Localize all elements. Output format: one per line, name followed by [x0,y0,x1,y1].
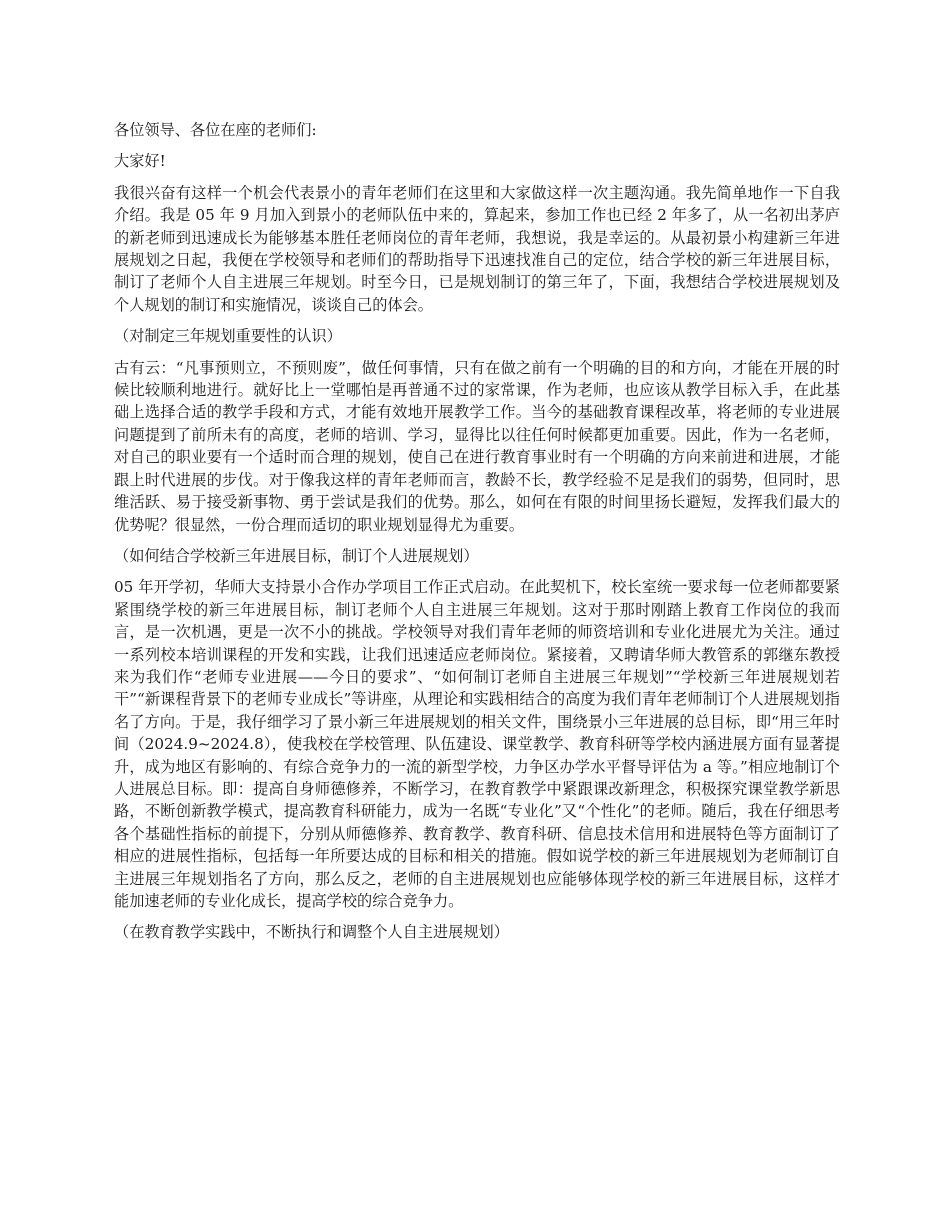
section-heading-practice: （在教育教学实践中，不断执行和调整个人自主进展规划） [114,923,509,942]
planning-paragraph: 05 年开学初，华师大支持景小合作办学项目工作正式启动。在此契机下，校长室统一要求每一位老师都要紧紧围绕学校的新三年进展目标，制订老师个人自主进展三年规划。这对于那时刚踏上教育工作岗位的我而言，是一次机遇，更是一次不小的挑战。学校领导对我们青年老师的师资培训和专业化进展尤为关注。通过一系列校本培训课程的开发和实践，让我们迅速适应老师岗位。紧接着，又聘请华师大教管系的郭继东教授来为我们作“老师专业进展——今日的要求”、“如何制订老师自主进展三年规划”“学校新三年进展规划若干”“新课程背景下的老师专业成长”等讲座，从理论和实践相结合的高度为我们青年老师制订个人进展规划指名了方向。于是，我仔细学习了景小新三年进展规划的相关文件，围绕景小三年进展的总目标，即“用三年时间（2024.9~2024.8），使我校在学校管理、队伍建设、课堂教学、教育科研等学校内涵进展方面有显著提升，成为地区有影响的、有综合竞争力的一流的新型学校，力争区办学水平督导评估为 a 等。”相应地制订个人进展总目标。即：提高自身师德修养，不断学习，在教育教学中紧跟课改新理念，积极探究课堂教学新思路，不断创新教学模式，提高教育科研能力，成为一名既“专业化”又“个性化”的老师。随后，我在仔细思考各个基础性指标的前提下，分别从师德修养、教育教学、教育科研、信息技术信用和进展特色等方面制订了相应的进展性指标，包括每一年所要达成的目标和相关的措施。假如说学校的新三年进展规划为老师制订自主进展三年规划指名了方向，那么反之，老师的自主进展规划也应能够体现学校的新三年进展目标，这样才能加速老师的专业化成长，提高学校的综合竞争力。 [114,578,840,910]
intro-paragraph: 我很兴奋有这样一个机会代表景小的青年老师们在这里和大家做这样一次主题沟通。我先简单地作一下自我介绍。我是 05 年 9 月加入到景小的老师队伍中来的，算起来，参加工作也已经 2 年多了，从一名初出茅庐的新老师到迅速成长为能够基本胜任老师岗位的青年老师，我想说，我是幸运的。从最初景小构建新三年进展规划之日起，我便在学校领导和老师们的帮助指导下迅速找准自己的定位，结合学校的新三年进展目标，制订了老师个人自主进展三年规划。时至今日，已是规划制订的第三年了，下面，我想结合学校进展规划及个人规划的制订和实施情况，谈谈自己的体会。 [114,183,840,314]
document-body [114,119,840,953]
importance-paragraph: 古有云：“凡事预则立，不预则废”，做任何事情，只有在做之前有一个明确的目的和方向，才能在开展的时候比较顺利地进行。就好比上一堂哪怕是再普通不过的家常课，作为老师，也应该从教学目标入手，在此基础上选择合适的教学手段和方式，才能有效地开展教学工作。当今的基础教育课程改革，将老师的专业进展问题提到了前所未有的高度，老师的培训、学习，显得比以往任何时候都更加重要。因此，作为一名老师，对自己的职业要有一个适时而合理的规划，使自己在进行教育事业时有一个明确的方向来前进和进展，才能跟上时代进展的步伐。对于像我这样的青年老师而言，教龄不长，教学经验不足是我们的弱势，但同时，思维活跃、易于接受新事物、勇于尝试是我们的优势。那么，如何在有限的时间里扬长避短，发挥我们最大的优势呢？很显然，一份合理而适切的职业规划显得尤为重要。 [114,358,840,534]
section-heading-planning: （如何结合学校新三年进展目标，制订个人进展规划） [114,546,479,565]
salutation-line: 大家好! [114,152,166,171]
section-heading-importance: （对制定三年规划重要性的认识） [114,327,342,346]
greeting-line: 各位领导、各位在座的老师们: [114,121,317,139]
